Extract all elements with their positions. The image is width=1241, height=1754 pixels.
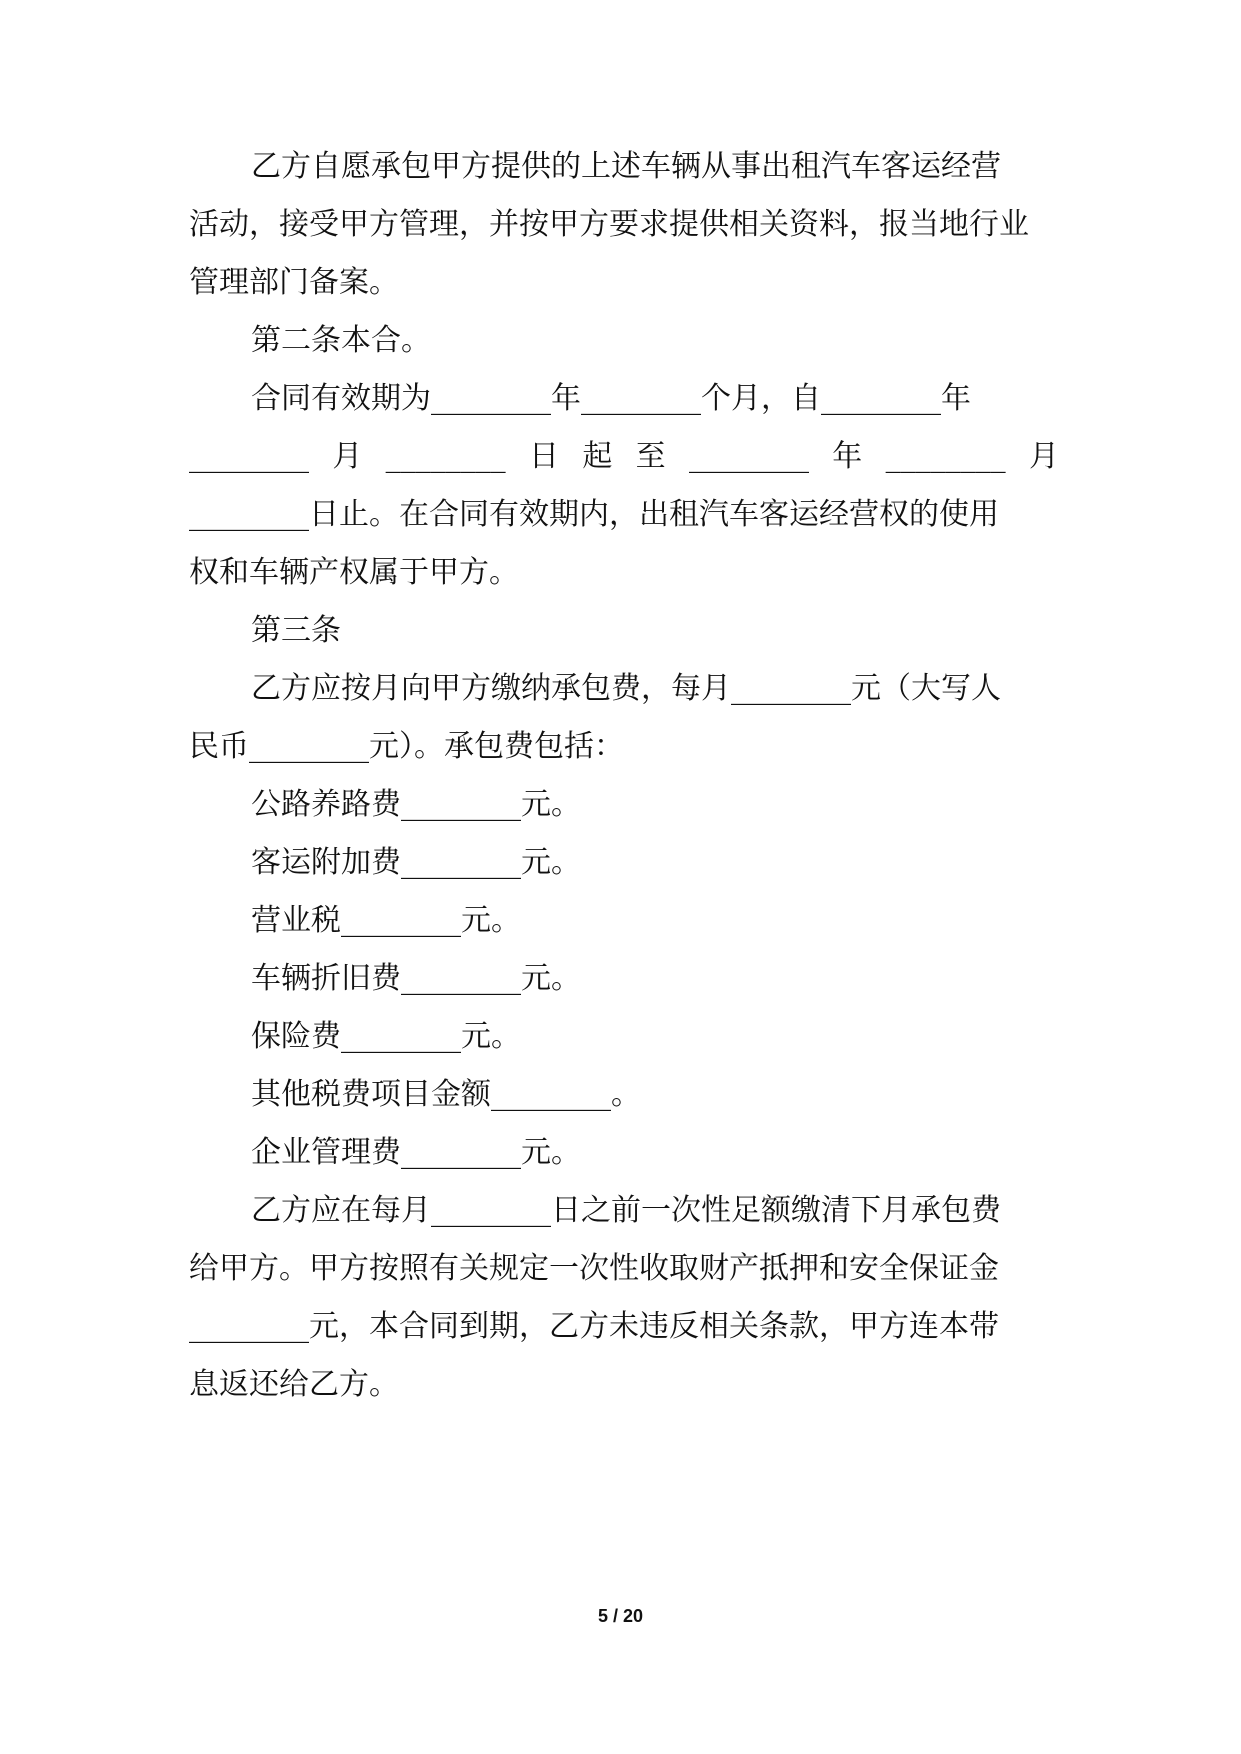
clause-heading: 第二条本合。 <box>251 323 431 358</box>
paragraph-line: 合同有效期为________年________个月，自________年 <box>251 381 971 416</box>
blank-field: ________ <box>385 439 506 474</box>
fee-item: 客运附加费________元。 <box>251 845 581 880</box>
justified-date-line <box>189 435 1059 479</box>
page-number: 5 / 20 <box>597 1606 644 1626</box>
paragraph-line: ________日止。在合同有效期内，出租汽车客运经营权的使用 <box>189 497 999 532</box>
fee-item: 车辆折旧费________元。 <box>251 961 581 996</box>
paragraph-line: 活动，接受甲方管理，并按甲方要求提供相关资料，报当地行业 <box>189 207 1029 242</box>
date-word: 起 <box>582 439 613 474</box>
paragraph-line: 乙方应按月向甲方缴纳承包费，每月________元（大写人 <box>251 671 1001 706</box>
paragraph-line: 权和车辆产权属于甲方。 <box>189 555 519 590</box>
fee-item: 营业税________元。 <box>251 903 521 938</box>
paragraph-line: 息返还给乙方。 <box>189 1367 399 1402</box>
paragraph-line: 管理部门备案。 <box>189 265 399 300</box>
blank-field: ________ <box>688 439 809 474</box>
paragraph-line: 乙方应在每月________日之前一次性足额缴清下月承包费 <box>251 1193 1001 1228</box>
date-word: 至 <box>635 439 666 474</box>
fee-item: 企业管理费________元。 <box>251 1135 581 1170</box>
paragraph-line: 给甲方。甲方按照有关规定一次性收取财产抵押和安全保证金 <box>189 1251 999 1286</box>
blank-field: ________ <box>885 439 1006 474</box>
paragraph-line: ________元，本合同到期，乙方未违反相关条款，甲方连本带 <box>189 1309 999 1344</box>
clause-heading: 第三条 <box>251 613 341 648</box>
fee-item: 其他税费项目金额________。 <box>251 1077 641 1112</box>
date-word: 月 <box>332 439 363 474</box>
fee-item: 公路养路费________元。 <box>251 787 581 822</box>
date-word: 年 <box>832 439 863 474</box>
date-word: 日 <box>528 439 559 474</box>
blank-field: ________ <box>189 439 309 474</box>
fee-item: 保险费________元。 <box>251 1019 521 1054</box>
paragraph-line: 乙方自愿承包甲方提供的上述车辆从事出租汽车客运经营 <box>251 149 1001 184</box>
date-word: 月 <box>1028 439 1059 474</box>
paragraph-line: 民币________元）。承包费包括： <box>189 729 624 764</box>
